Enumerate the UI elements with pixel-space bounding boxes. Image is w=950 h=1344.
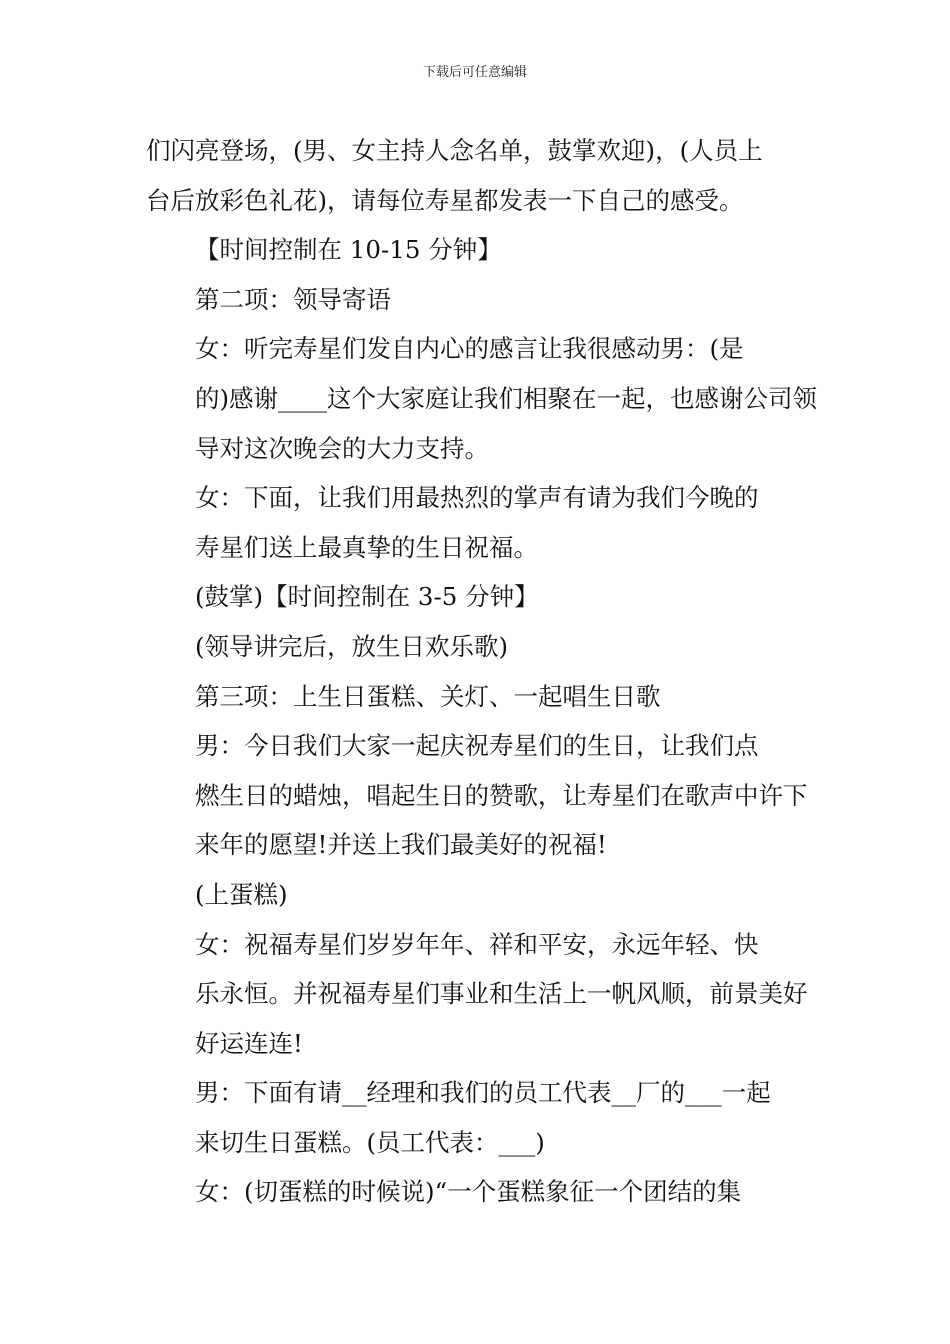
text-line: 寿星们送上最真挚的生日祝福。 (195, 532, 538, 562)
page-header: 下载后可任意编辑 (422, 65, 527, 80)
text-line: 们闪亮登场，(男、女主持人念名单，鼓掌欢迎)，(人员上 (146, 136, 763, 165)
paragraph-dialogue (146, 324, 818, 473)
text-line: 男：下面有请__经理和我们的员工代表__厂的___一起 (195, 1078, 771, 1108)
text-line: 台后放彩色礼花)，请每位寿星都发表一下自己的感受。 (146, 185, 744, 215)
text-line: 【时间控制在 10-15 分钟】 (195, 235, 502, 265)
text-line: 燃生日的蜡烛，唱起生日的赞歌，让寿星们在歌声中许下 (195, 780, 808, 810)
text-line: (鼓掌)【时间控制在 3-5 分钟】 (195, 582, 539, 612)
paragraph-dialogue (146, 920, 808, 1069)
text-line: 女：听完寿星们发自内心的感言让我很感动男：(是 (195, 334, 744, 364)
text-line: 乐永恒。并祝福寿星们事业和生活上一帆风顺，前景美好 (195, 979, 808, 1009)
paragraph-dialogue (146, 473, 808, 572)
section-heading-item-3 (146, 672, 808, 722)
text-line: 的)感谢____这个大家庭让我们相聚在一起，也感谢公司领 (195, 383, 818, 413)
text-line: (上蛋糕) (195, 879, 288, 909)
text-line: 第二项：领导寄语 (195, 284, 391, 314)
paragraph-time-note (146, 572, 808, 622)
text-line: 来年的愿望!并送上我们最美好的祝福! (195, 830, 607, 860)
text-line: 男：今日我们大家一起庆祝寿星们的生日，让我们点 (195, 731, 759, 761)
paragraph-stage-direction (146, 622, 808, 672)
text-line: 女：下面，让我们用最热烈的掌声有请为我们今晚的 (195, 483, 759, 513)
text-line: 第三项：上生日蛋糕、关灯、一起唱生日歌 (195, 681, 661, 711)
paragraph-dialogue (146, 1068, 808, 1167)
document-body (146, 126, 818, 1217)
text-line: 好运连连! (195, 1028, 303, 1058)
paragraph-time-note (146, 225, 808, 275)
paragraph-dialogue (146, 721, 808, 870)
paragraph-continuation (146, 126, 808, 225)
section-heading-item-2 (146, 275, 808, 325)
text-line: 女：(切蛋糕的时候说)“一个蛋糕象征一个团结的集 (195, 1177, 742, 1207)
paragraph-dialogue (146, 1167, 808, 1217)
text-line: 导对这次晚会的大力支持。 (195, 433, 489, 463)
text-line: 女：祝福寿星们岁岁年年、祥和平安，永远年轻、快 (195, 929, 759, 959)
paragraph-stage-direction (146, 870, 808, 920)
text-line: (领导讲完后，放生日欢乐歌) (195, 631, 509, 661)
text-line: 来切生日蛋糕。(员工代表：___) (195, 1127, 545, 1157)
